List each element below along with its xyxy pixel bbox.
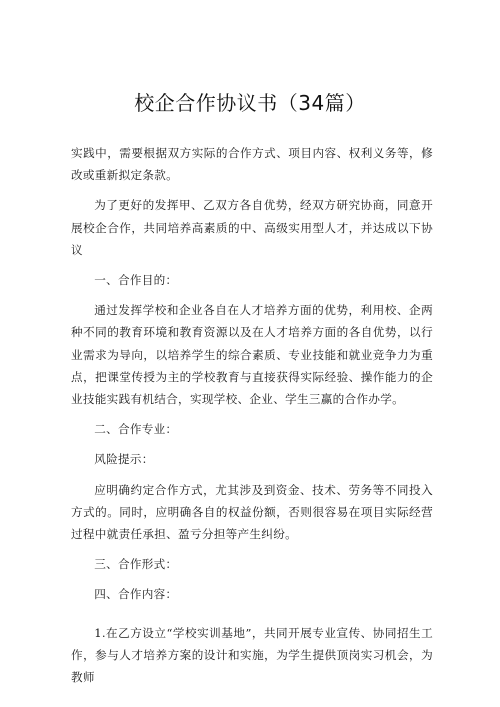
heading-cooperation-major: 二、合作专业： bbox=[94, 422, 178, 437]
heading-risk-warning: 风险提示： bbox=[94, 452, 154, 467]
heading-cooperation-purpose: 一、合作目的： bbox=[94, 273, 178, 288]
paragraph-cooperation-purpose: 通过发挥学校和企业各自在人才培养方面的优势，利用校、企两种不同的教育环境和教育资源以及在人才培养方面的各自优势，以行业需求为导向，以培养学生的综合素质、专业技能和就业竞争力为重点，把课堂传授为主的学校教育与直接获得实际经验、操作能力的企业技能实践有机结合，实现学校、企业、学生三赢的合作办学。 bbox=[71, 303, 433, 407]
heading-cooperation-form: 三、合作形式： bbox=[94, 557, 178, 572]
paragraph-risk-warning: 应明确约定合作方式，尤其涉及到资金、技术、劳务等不同投入方式的。同时，应明确各自的权益份额，否则很容易在项目实际经营过程中就责任承担、盈亏分担等产生纠纷。 bbox=[71, 482, 433, 542]
paragraph-practice-note: 实践中，需要根据双方实际的合作方式、项目内容、权利义务等，修改或重新拟定条款。 bbox=[71, 146, 433, 183]
paragraph-content-item-1: 1.在乙方设立“学校实训基地”，共同开展专业宣传、协同招生工作，参与人才培养方案的设计和实施，为学生提供顶岗实习机会，为教师 bbox=[71, 625, 433, 685]
document-body bbox=[71, 142, 433, 696]
paragraph-preamble: 为了更好的发挥甲、乙双方各自优势，经双方研究协商，同意开展校企合作，共同培养高素质的中、高级实用型人才，并达成以下协议 bbox=[71, 198, 433, 257]
document-title: 校企合作协议书（34篇） bbox=[134, 91, 366, 115]
heading-cooperation-content: 四、合作内容： bbox=[94, 587, 178, 602]
